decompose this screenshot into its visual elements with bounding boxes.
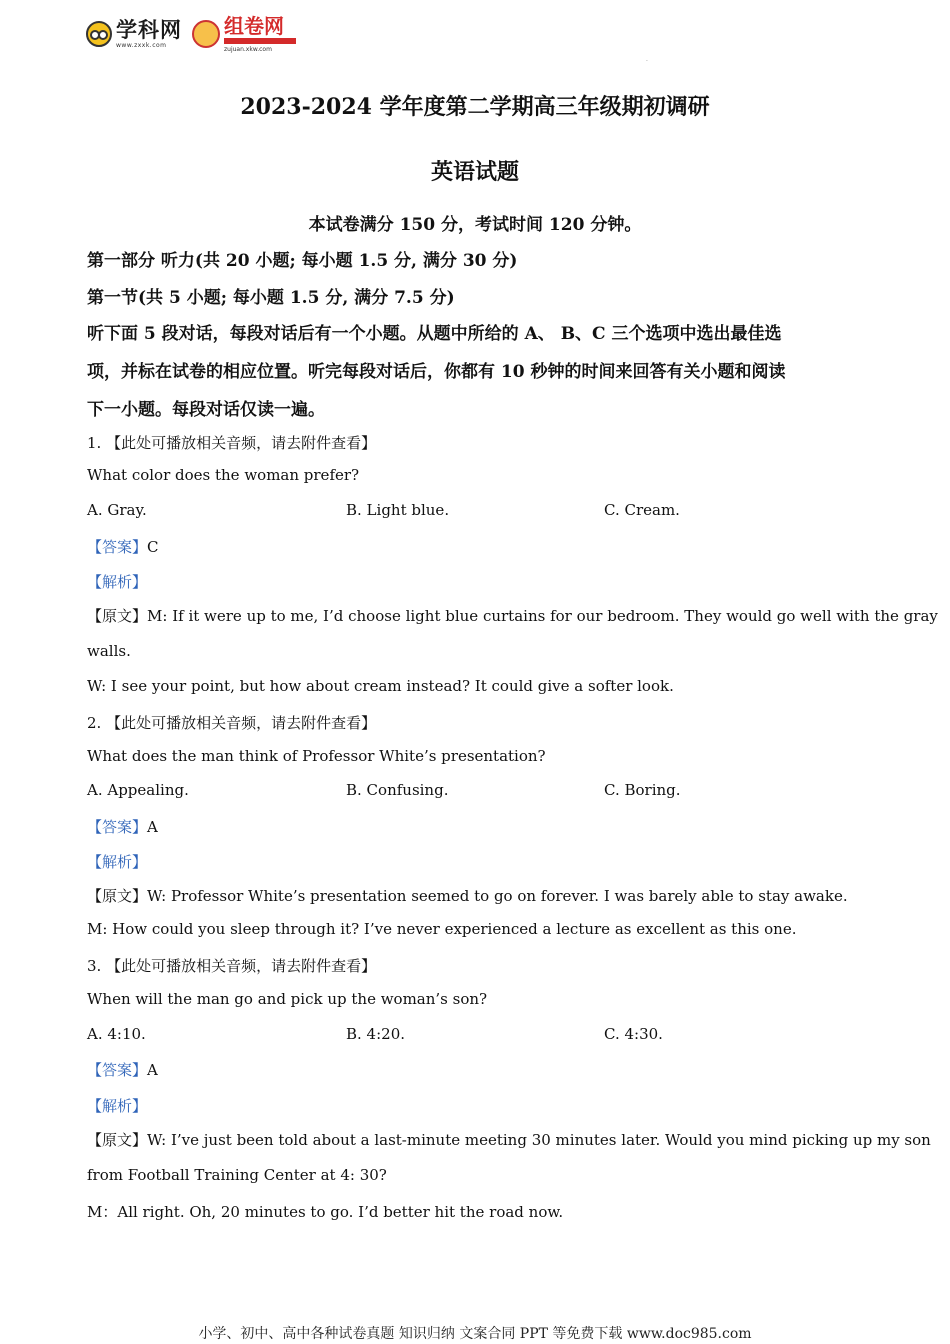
transcript-line: M: How could you sleep through it? I’ve never experienced a lecture as excellent as this one. (87, 920, 797, 938)
analysis-label: 【解析】 (87, 573, 148, 591)
logo1-url: www.zxxk.com (116, 41, 167, 49)
instructions-line: 项，并标在试卷的相应位置。听完每段对话后，你都有 10 秒钟的时间来回答有关小题和阅读 (87, 362, 786, 382)
instructions-line: 听下面 5 段对话，每段对话后有一个小题。从题中所给的 A、 B、C 三个选项中选出最佳选 (87, 324, 782, 344)
transcript-line (87, 885, 848, 906)
owl-face-icon (86, 21, 112, 47)
subject-title: 英语试题 (430, 159, 519, 185)
transcript-line: M：All right. Oh, 20 minutes to go. I’d better hit the road now. (87, 1203, 564, 1221)
analysis-label: 【解析】 (87, 853, 148, 871)
analysis-label: 【解析】 (87, 1097, 148, 1115)
answer-label: 【答案】 (87, 538, 148, 556)
option-c: C. Boring. (604, 781, 681, 799)
logo2-name: 组卷网 (224, 13, 284, 38)
transcript-line: walls. (87, 642, 131, 660)
logo2-banner (224, 38, 296, 44)
transcript-line (87, 605, 938, 626)
answer-row (87, 536, 159, 557)
mascot-face-icon (192, 20, 220, 48)
answer-value: C (147, 538, 159, 556)
audio-placeholder[interactable]: 2. 【此处可播放相关音频，请去附件查看】 (87, 714, 377, 732)
transcript-line (87, 1129, 931, 1150)
answer-value: A (147, 1061, 158, 1079)
answer-label: 【答案】 (87, 818, 148, 836)
answer-row (87, 1059, 158, 1080)
option-a: A. Gray. (87, 501, 147, 519)
transcript-line: from Football Training Center at 4: 30? (87, 1166, 387, 1184)
original-label: 【原文】 (87, 607, 148, 625)
question-text: What does the man think of Professor White’s presentation? (87, 747, 546, 765)
option-a: A. Appealing. (87, 781, 189, 799)
exam-info: 本试卷满分 150 分，考试时间 120 分钟。 (308, 215, 642, 235)
audio-placeholder[interactable]: 3. 【此处可播放相关音频，请去附件查看】 (87, 957, 377, 975)
transcript-text: W: I’ve just been told about a last-minute meeting 30 minutes later. Would you mind picking up my son (147, 1131, 931, 1149)
audio-placeholder[interactable]: 1. 【此处可播放相关音频，请去附件查看】 (87, 434, 377, 452)
answer-label: 【答案】 (87, 1061, 148, 1079)
page-footer[interactable]: 小学、初中、高中各种试卷真题 知识归纳 文案合同 PPT 等免费下载 www.doc985.com (198, 1326, 752, 1342)
logo1-name: 学科网 (116, 17, 182, 42)
part-heading: 第一部分 听力(共 20 小题; 每小题 1.5 分, 满分 30 分) (87, 251, 518, 271)
option-a: A. 4:10. (87, 1025, 146, 1043)
transcript-text: W: Professor White’s presentation seemed to go on forever. I was barely able to stay awake. (147, 887, 848, 905)
decorative-dot: · (646, 58, 648, 65)
logo2-url: zujuan.xkw.com (224, 45, 272, 53)
option-b: B. Light blue. (346, 501, 450, 519)
answer-value: A (147, 818, 158, 836)
zxxk-logo[interactable] (86, 17, 182, 49)
page-title: 2023-2024 学年度第二学期高三年级期初调研 (240, 94, 710, 120)
question-text: When will the man go and pick up the woman’s son? (87, 990, 488, 1008)
answer-row (87, 816, 158, 837)
transcript-line: W: I see your point, but how about cream instead? It could give a softer look. (87, 677, 674, 695)
question-text: What color does the woman prefer? (87, 466, 360, 484)
original-label: 【原文】 (87, 1131, 148, 1149)
original-label: 【原文】 (87, 887, 148, 905)
option-b: B. 4:20. (346, 1025, 406, 1043)
zujuan-logo[interactable] (192, 13, 296, 53)
option-c: C. 4:30. (604, 1025, 663, 1043)
instructions-line: 下一小题。每段对话仅读一遍。 (87, 400, 325, 420)
section-heading: 第一节(共 5 小题; 每小题 1.5 分, 满分 7.5 分) (87, 288, 455, 308)
option-c: C. Cream. (604, 501, 680, 519)
transcript-text: M: If it were up to me, I’d choose light blue curtains for our bedroom. They would go well with the gray (147, 607, 938, 625)
option-b: B. Confusing. (346, 781, 449, 799)
header-logos (86, 14, 296, 54)
